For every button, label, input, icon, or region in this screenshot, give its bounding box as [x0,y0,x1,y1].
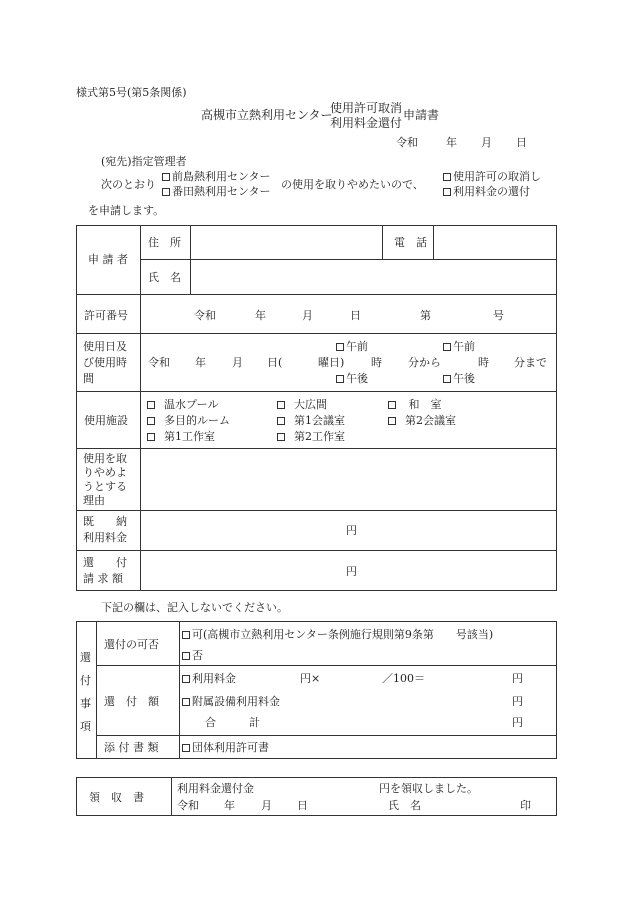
facility-meeting-2[interactable]: 第2会議室 [388,414,456,427]
request-option-cancel[interactable]: 使用許可の取消し [443,170,541,183]
checkbox-icon[interactable] [277,401,285,409]
usage-year: 年 [195,356,206,369]
start-am-option[interactable]: 午前 [336,340,368,353]
receipt-amount-label: 利用料金還付金 [177,782,254,795]
title-option-refund: 利用料金還付 [330,116,403,130]
facility-hall[interactable]: 大広間 [277,398,327,411]
reason-label-1: 使用を取 [83,452,127,465]
phone-field[interactable] [436,230,554,256]
end-am-option[interactable]: 午前 [443,340,475,353]
receipt-name-label: 氏 名 [388,799,421,812]
receipt-era: 令和 [177,799,199,812]
refund-side-3: 事 [80,697,91,710]
paid-fee-unit: 円 [346,524,357,537]
checkbox-icon[interactable] [443,375,451,383]
receipt-seal: 印 [520,799,531,812]
refund-possible-no[interactable]: 否 [182,649,203,662]
header-date-era: 令和 [396,136,418,149]
usage-month: 月 [232,356,243,369]
receipt-day: 日 [297,799,308,812]
usage-weekday: 曜日) [318,356,345,369]
title-facility: 高槻市立熱利用センター [201,108,333,122]
address-label: 住 所 [148,236,181,249]
permit-month: 月 [302,309,313,322]
checkbox-icon[interactable] [182,744,190,752]
receipt-year: 年 [224,799,235,812]
checkbox-icon[interactable] [182,698,190,706]
checkbox-icon[interactable] [443,343,451,351]
refund-request-label-1: 還 付 [83,556,127,569]
checkbox-icon[interactable] [147,433,155,441]
reason-label-4: 理由 [83,494,105,507]
end-minute: 分まで [514,356,547,369]
refund-side-4: 項 [80,720,91,733]
checkbox-icon[interactable] [388,417,396,425]
usage-day: 日( [267,356,283,369]
usage-datetime-label-2: び使用時 [83,356,127,369]
refund-total-unit: 円 [512,716,523,729]
refund-possible-label: 還付の可否 [104,638,159,651]
checkbox-icon[interactable] [336,343,344,351]
header-date-year: 年 [446,136,457,149]
refund-fee-option[interactable]: 利用料金 [182,672,236,685]
name-label: 氏 名 [148,271,181,284]
start-minute: 分から [408,356,441,369]
checkbox-icon[interactable] [162,173,170,181]
checkbox-icon[interactable] [182,675,190,683]
facility-workshop-1[interactable]: 第1工作室 [147,430,215,443]
usage-datetime-label-1: 使用日及 [83,340,127,353]
start-pm-option[interactable]: 午後 [336,372,368,385]
refund-equipment-unit: 円 [512,695,523,708]
center-option-maejima[interactable]: 前島熱利用センター [162,170,271,183]
paid-fee-label-1: 既 納 [83,515,127,528]
refund-request-label-2: 請 求 額 [83,572,123,585]
phone-label: 電 話 [394,236,427,249]
attachment-label: 添 付 書 類 [104,741,159,754]
facility-label: 使用施設 [84,414,128,427]
checkbox-icon[interactable] [162,188,170,196]
request-option-refund[interactable]: 利用料金の還付 [443,185,530,198]
checkbox-icon[interactable] [182,631,190,639]
end-hour: 時 [478,356,489,369]
receipt-label: 領 収 書 [89,791,144,804]
permit-dai: 第 [420,309,431,322]
reason-field[interactable] [143,452,553,506]
facility-meeting-1[interactable]: 第1会議室 [277,414,345,427]
refund-amount-label: 還 付 額 [104,695,159,708]
checkbox-icon[interactable] [182,652,190,660]
receipt-table [76,777,557,816]
checkbox-icon[interactable] [147,401,155,409]
lead-text: 次のとおり [101,178,156,191]
facility-japanese-room[interactable]: 和 室 [388,398,442,411]
header-date-month: 月 [481,136,492,149]
facility-multipurpose[interactable]: 多目的ルーム [147,414,230,427]
usage-era: 令和 [148,356,170,369]
lead-tail: を申請します。 [88,204,165,217]
title-option-cancel: 使用許可取消 [330,101,403,115]
lead-middle: の使用を取りやめたいので、 [281,178,424,191]
office-use-note: 下記の欄は、記入しないでください。 [101,601,288,614]
permit-number-label: 許可番号 [84,309,128,322]
end-pm-option[interactable]: 午後 [443,372,475,385]
addressee: (宛先)指定管理者 [101,155,187,168]
facility-workshop-2[interactable]: 第2工作室 [277,430,345,443]
refund-request-unit: 円 [346,565,357,578]
permit-era: 令和 [194,309,216,322]
refund-fee-unit: 円 [512,672,523,685]
attachment-option[interactable]: 団体利用許可書 [182,741,269,754]
facility-pool[interactable]: 温水プール [147,398,218,411]
reason-label-2: りやめよ [83,466,127,479]
checkbox-icon[interactable] [336,375,344,383]
permit-day: 日 [350,309,361,322]
header-date-day: 日 [516,136,527,149]
refund-side-2: 付 [80,674,91,687]
paid-fee-label-2: 利用料金 [83,531,127,544]
receipt-month: 月 [261,799,272,812]
form-number: 様式第5号(第5条関係) [76,86,187,99]
reason-label-3: うとする [83,480,127,493]
refund-equipment-option[interactable]: 附属設備利用料金 [182,695,280,708]
checkbox-icon[interactable] [277,417,285,425]
checkbox-icon[interactable] [147,417,155,425]
checkbox-icon[interactable] [277,433,285,441]
permit-year: 年 [255,309,266,322]
refund-total-label: 合 計 [205,716,260,729]
checkbox-icon[interactable] [443,173,451,181]
refund-possible-yes[interactable]: 可(高槻市立熱利用センター条例施行規則第9条第 号該当) [182,628,493,641]
name-field[interactable] [192,264,552,290]
applicant-label: 申 請 者 [88,253,128,266]
checkbox-icon[interactable] [388,401,396,409]
start-hour: 時 [371,356,382,369]
title-suffix: 申請書 [403,108,440,122]
usage-datetime-label-3: 間 [83,372,94,385]
refund-fee-yen-times: 円× [300,672,321,685]
refund-side-1: 還 [80,651,91,664]
permit-go: 号 [493,309,504,322]
address-field[interactable] [192,230,380,256]
center-option-banda[interactable]: 番田熱利用センター [162,185,271,198]
refund-fee-per100: ／100＝ [382,672,425,685]
checkbox-icon[interactable] [443,188,451,196]
receipt-received-text: 円を領収しました。 [379,782,478,795]
